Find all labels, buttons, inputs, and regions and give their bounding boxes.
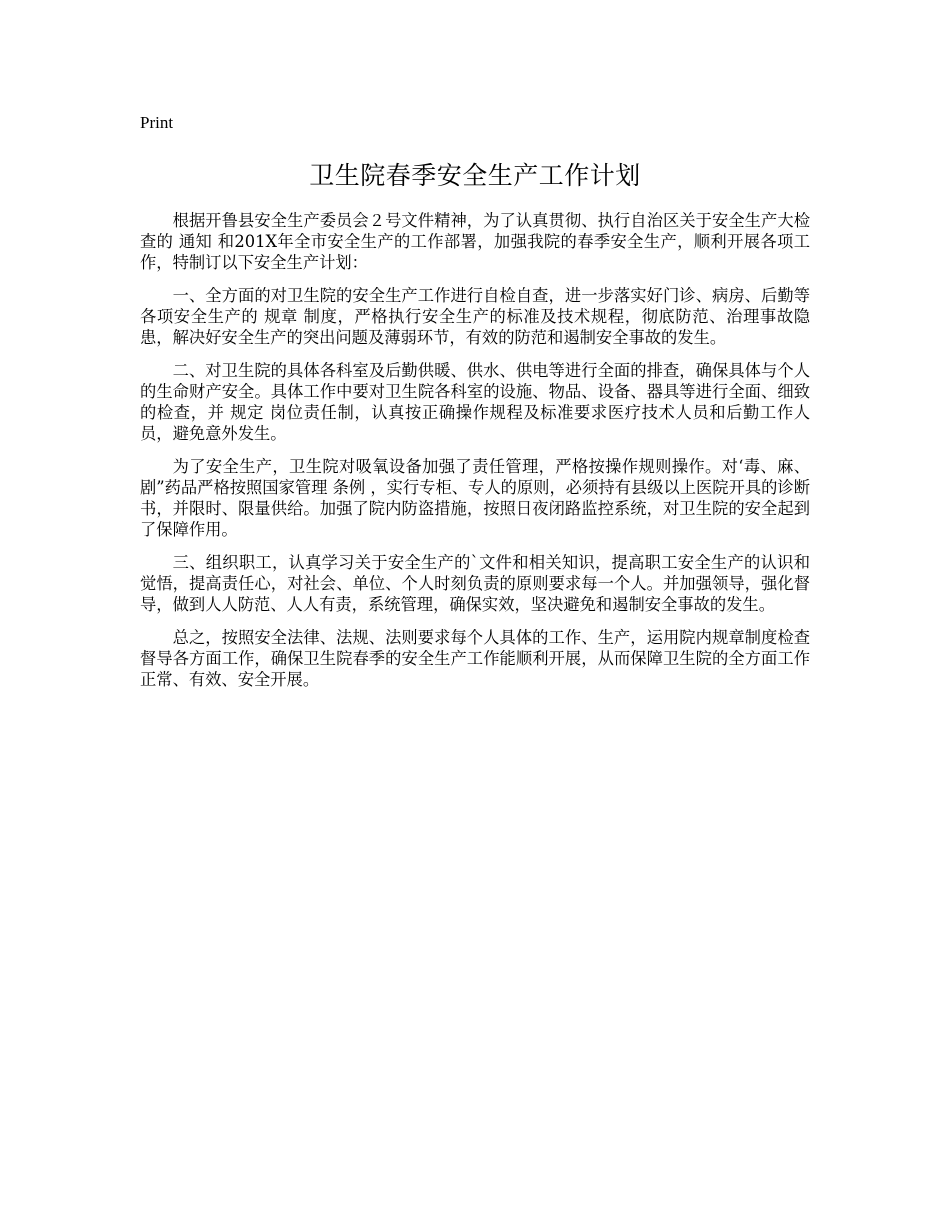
paragraph-staff-training: 三、组织职工，认真学习关于安全生产的`文件和相关知识，提高职工安全生产的认识和觉悟，提高责任心，对社会、单位、个人时刻负责的原则要求每一个人。并加强领导，强化督导，做到人人防范、人人有责，系统管理，确保实效，坚决避免和遏制安全事故的发生。	[140, 553, 810, 614]
document-title: 卫生院春季安全生产工作计划	[309, 161, 641, 190]
paragraph-self-inspection: 一、全方面的对卫生院的安全生产工作进行自检自查，进一步落实好门诊、病房、后勤等各项安全生产的 规章 制度，严格执行安全生产的标准及技术规程，彻底防范、治理事故隐患，解决好安全生产的突出问题及薄弱环节，有效的防范和遏制安全事故的发生。	[140, 286, 810, 347]
paragraph-intro: 根据开鲁县安全生产委员会２号文件精神，为了认真贯彻、执行自治区关于安全生产大检查的 通知 和201X年全市安全生产的工作部署，加强我院的春季安全生产，顺利开展各项工作，特制订以下安全生产计划：	[140, 211, 810, 272]
print-link[interactable]: Print	[140, 113, 174, 132]
paragraph-oxygen-drug-management: 为了安全生产，卫生院对吸氧设备加强了责任管理，严格按操作规则操作。对‘毒、麻、剧”药品严格按照国家管理 条例 ，实行专柜、专人的原则，必须持有县级以上医院开具的诊断书，并限时、限量供给。加强了院内防盗措施，按照日夜闭路监控系统，对卫生院的安全起到了保障作用。	[140, 457, 810, 539]
document-body	[140, 210, 810, 702]
paragraph-department-check: 二、对卫生院的具体各科室及后勤供暖、供水、供电等进行全面的排查，确保具体与个人的生命财产安全。具体工作中要对卫生院各科室的设施、物品、设备、器具等进行全面、细致的检查，并 规定 岗位责任制，认真按正确操作规程及标准要求医疗技术人员和后勤工作人员，避免意外发生。	[140, 361, 810, 443]
paragraph-conclusion: 总之，按照安全法律、法规、法则要求每个人具体的工作、生产，运用院内规章制度检查督导各方面工作，确保卫生院春季的安全生产工作能顺利开展，从而保障卫生院的全方面工作正常、有效、安全开展。	[140, 628, 810, 689]
